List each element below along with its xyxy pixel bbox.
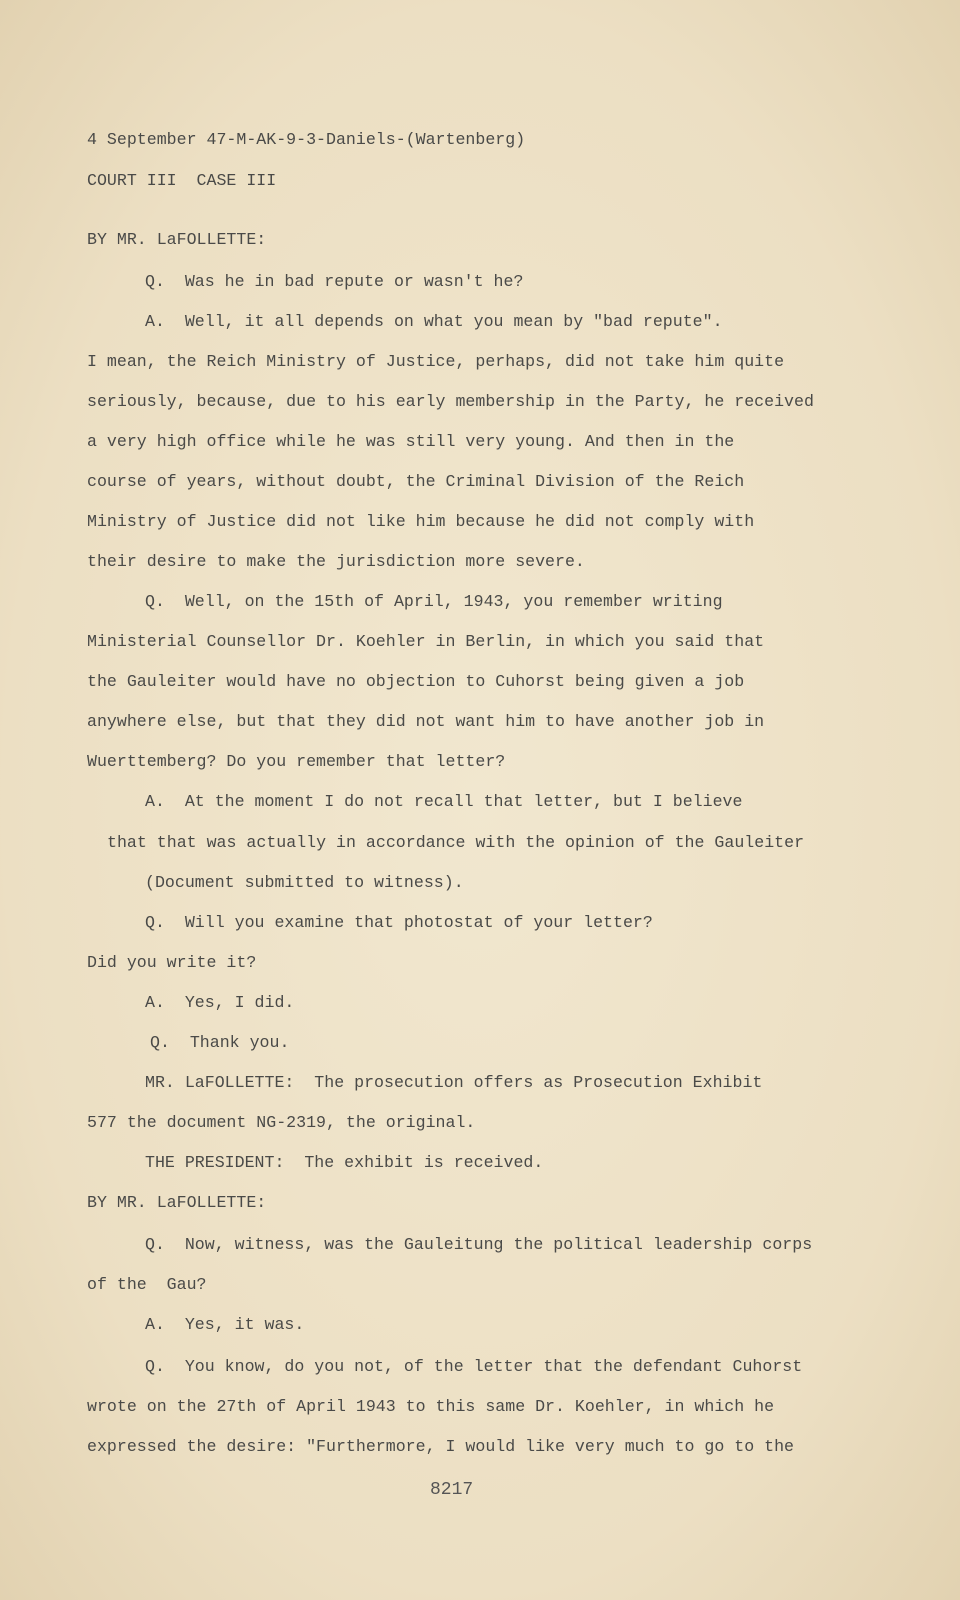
transcript-line: (Document submitted to witness). [145,873,464,892]
transcript-line: Q. Thank you. [150,1033,290,1052]
transcript-line: wrote on the 27th of April 1943 to this same Dr. Koehler, in which he [87,1397,775,1416]
transcript-line: a very high office while he was still very young. And then in the [87,432,735,451]
transcript-line: anywhere else, but that they did not want him to have another job in [87,712,765,731]
transcript-line: THE PRESIDENT: The exhibit is received. [145,1153,544,1172]
transcript-line: Q. Now, witness, was the Gauleitung the political leadership corps [145,1235,813,1254]
transcript-line: of the Gau? [87,1275,207,1294]
transcript-line: I mean, the Reich Ministry of Justice, perhaps, did not take him quite [87,352,785,371]
transcript-line: BY MR. LaFOLLETTE: [87,1193,267,1212]
transcript-line: Q. You know, do you not, of the letter that the defendant Cuhorst [145,1357,803,1376]
transcript-line: seriously, because, due to his early membership in the Party, he received [87,392,814,411]
page-number: 8217 [430,1480,474,1500]
transcript-line: A. Well, it all depends on what you mean by "bad repute". [145,312,723,331]
transcript-line: A. At the moment I do not recall that letter, but I believe [145,792,743,811]
transcript-line: course of years, without doubt, the Criminal Division of the Reich [87,472,745,491]
transcript-line: Q. Well, on the 15th of April, 1943, you remember writing [145,592,723,611]
document-header-reference: 4 September 47-M-AK-9-3-Daniels-(Wartenberg) [87,130,526,149]
document-header-court: COURT III CASE III [87,171,277,190]
transcript-line: BY MR. LaFOLLETTE: [87,230,267,249]
transcript-line: 577 the document NG-2319, the original. [87,1113,476,1132]
transcript-line: Wuerttemberg? Do you remember that letter? [87,752,506,771]
transcript-line: Q. Will you examine that photostat of your letter? [145,913,653,932]
transcript-line: Q. Was he in bad repute or wasn't he? [145,272,524,291]
transcript-line: expressed the desire: "Furthermore, I would like very much to go to the [87,1437,795,1456]
transcript-line: MR. LaFOLLETTE: The prosecution offers as Prosecution Exhibit [145,1073,763,1092]
transcript-line: Ministerial Counsellor Dr. Koehler in Berlin, in which you said that [87,632,765,651]
transcript-line: the Gauleiter would have no objection to Cuhorst being given a job [87,672,745,691]
transcript-line: their desire to make the jurisdiction more severe. [87,552,585,571]
transcript-line: A. Yes, it was. [145,1315,305,1334]
transcript-line: A. Yes, I did. [145,993,295,1012]
transcript-line: that that was actually in accordance with the opinion of the Gauleiter [107,833,805,852]
transcript-line: Did you write it? [87,953,257,972]
transcript-line: Ministry of Justice did not like him because he did not comply with [87,512,755,531]
